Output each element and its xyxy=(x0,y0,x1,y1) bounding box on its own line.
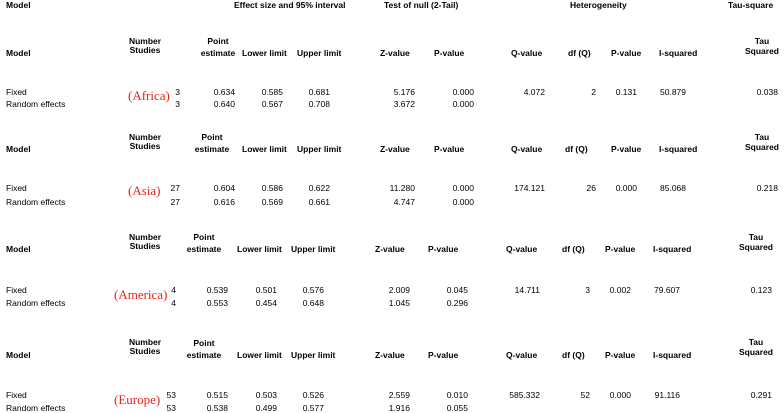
col-upper: Upper limit xyxy=(291,350,336,360)
cell-n: 4 xyxy=(171,298,176,308)
cell-ul: 0.577 xyxy=(302,403,324,413)
col-point: Point xyxy=(207,36,229,46)
cell-n: 3 xyxy=(175,87,180,97)
region-label: (America) xyxy=(114,287,168,302)
col-z: Z-value xyxy=(375,350,405,360)
col-upper: Upper limit xyxy=(297,144,342,154)
col-model: Model xyxy=(6,244,31,254)
col-squared: Squared xyxy=(744,142,779,152)
col-point: Point xyxy=(201,132,223,142)
col-p: P-value xyxy=(428,350,459,360)
cell-hp: 0.000 xyxy=(609,390,631,400)
col-tau: Tau xyxy=(748,337,764,347)
cell-tau: 0.038 xyxy=(756,87,778,97)
col-q: Q-value xyxy=(511,48,543,58)
col-number: Number xyxy=(128,132,162,142)
cell-pe: 0.538 xyxy=(206,403,228,413)
cell-df: 3 xyxy=(585,285,590,295)
cell-z: 2.009 xyxy=(388,285,410,295)
cell-pe: 0.539 xyxy=(206,285,228,295)
cell-p: 0.000 xyxy=(452,99,474,109)
cell-pe: 0.553 xyxy=(206,298,228,308)
col-tau: Tau xyxy=(748,232,764,242)
cell-i2: 91.116 xyxy=(654,390,680,400)
cell-ul: 0.661 xyxy=(308,197,330,207)
cell-ll: 0.503 xyxy=(255,390,277,400)
col-estimate: estimate xyxy=(194,144,230,154)
cell-z: 3.672 xyxy=(393,99,415,109)
cell-tau: 0.123 xyxy=(750,285,772,295)
col-estimate: estimate xyxy=(186,244,222,254)
cell-pe: 0.634 xyxy=(213,87,235,97)
col-i2: I-squared xyxy=(653,244,692,254)
cell-i2: 50.879 xyxy=(660,87,686,97)
cell-ul: 0.576 xyxy=(302,285,324,295)
top-header-tau: Tau-square xyxy=(728,0,774,10)
col-lower: Lower limit xyxy=(237,350,282,360)
cell-df: 52 xyxy=(580,390,590,400)
col-p: P-value xyxy=(434,144,465,154)
cell-p: 0.055 xyxy=(446,403,468,413)
col-hp: P-value xyxy=(611,144,642,154)
col-model: Model xyxy=(6,144,31,154)
cell-pe: 0.515 xyxy=(206,390,228,400)
col-squared: Squared xyxy=(744,46,779,56)
cell-ll: 0.499 xyxy=(255,403,277,413)
col-q: Q-value xyxy=(511,144,543,154)
cell-q: 4.072 xyxy=(523,87,545,97)
cell-df: 26 xyxy=(586,183,596,193)
col-lower: Lower limit xyxy=(237,244,282,254)
row-label: Fixed xyxy=(6,285,27,295)
col-df: df (Q) xyxy=(562,244,585,254)
row-label: Random effects xyxy=(6,197,66,207)
col-estimate: estimate xyxy=(200,48,236,58)
col-i2: I-squared xyxy=(653,350,692,360)
col-point: Point xyxy=(193,232,215,242)
cell-n: 27 xyxy=(170,183,180,193)
cell-q: 585.332 xyxy=(509,390,540,400)
row-label: Random effects xyxy=(6,99,66,109)
row-label: Fixed xyxy=(6,87,27,97)
col-hp: P-value xyxy=(611,48,642,58)
col-p: P-value xyxy=(434,48,465,58)
col-df: df (Q) xyxy=(565,144,588,154)
row-label: Random effects xyxy=(6,298,66,308)
cell-hp: 0.131 xyxy=(615,87,637,97)
cell-ll: 0.567 xyxy=(261,99,283,109)
col-tau: Tau xyxy=(754,132,770,142)
col-squared: Squared xyxy=(738,242,773,252)
cell-z: 11.280 xyxy=(389,183,415,193)
col-df: df (Q) xyxy=(562,350,585,360)
col-model: Model xyxy=(6,48,31,58)
col-estimate: estimate xyxy=(186,350,222,360)
region-label: (Africa) xyxy=(128,88,170,103)
col-point: Point xyxy=(193,338,215,348)
cell-ul: 0.622 xyxy=(308,183,330,193)
cell-pe: 0.604 xyxy=(213,183,235,193)
cell-ul: 0.708 xyxy=(308,99,330,109)
col-i2: I-squared xyxy=(659,48,698,58)
col-q: Q-value xyxy=(506,244,538,254)
row-label: Fixed xyxy=(6,390,27,400)
top-header-model: Model xyxy=(6,0,31,10)
col-number: Number xyxy=(128,232,162,242)
cell-n: 4 xyxy=(171,285,176,295)
col-q: Q-value xyxy=(506,350,538,360)
col-p: P-value xyxy=(428,244,459,254)
col-number: Number xyxy=(128,337,162,347)
cell-pe: 0.616 xyxy=(213,197,235,207)
cell-p: 0.010 xyxy=(446,390,468,400)
top-header-effect: Effect size and 95% interval xyxy=(234,0,346,10)
cell-n: 53 xyxy=(166,403,176,413)
col-tau: Tau xyxy=(754,36,770,46)
cell-ul: 0.526 xyxy=(302,390,324,400)
col-i2: I-squared xyxy=(659,144,698,154)
col-model: Model xyxy=(6,350,31,360)
cell-i2: 85.068 xyxy=(660,183,686,193)
row-label: Fixed xyxy=(6,183,27,193)
cell-tau: 0.291 xyxy=(750,390,772,400)
cell-z: 1.045 xyxy=(388,298,410,308)
cell-p: 0.000 xyxy=(452,87,474,97)
col-lower: Lower limit xyxy=(242,48,287,58)
col-studies: Studies xyxy=(129,346,161,356)
col-studies: Studies xyxy=(129,45,161,55)
cell-hp: 0.000 xyxy=(615,183,637,193)
col-upper: Upper limit xyxy=(291,244,336,254)
cell-q: 174.121 xyxy=(514,183,545,193)
col-upper: Upper limit xyxy=(297,48,342,58)
col-studies: Studies xyxy=(129,241,161,251)
col-squared: Squared xyxy=(738,347,773,357)
col-hp: P-value xyxy=(605,244,636,254)
cell-ul: 0.648 xyxy=(302,298,324,308)
top-header-heterogeneity: Heterogeneity xyxy=(570,0,627,10)
cell-ll: 0.585 xyxy=(261,87,283,97)
cell-ll: 0.454 xyxy=(255,298,277,308)
cell-z: 1.916 xyxy=(388,403,410,413)
col-number: Number xyxy=(128,36,162,46)
col-lower: Lower limit xyxy=(242,144,287,154)
cell-n: 27 xyxy=(170,197,180,207)
cell-z: 5.176 xyxy=(393,87,415,97)
region-label: (Asia) xyxy=(128,183,161,198)
cell-df: 2 xyxy=(591,87,596,97)
cell-ll: 0.569 xyxy=(261,197,283,207)
cell-p: 0.296 xyxy=(446,298,468,308)
top-header-test: Test of null (2-Tail) xyxy=(384,0,459,10)
col-z: Z-value xyxy=(380,48,410,58)
cell-ul: 0.681 xyxy=(308,87,330,97)
cell-ll: 0.501 xyxy=(255,285,277,295)
col-df: df (Q) xyxy=(568,48,591,58)
cell-n: 53 xyxy=(166,390,176,400)
cell-p: 0.000 xyxy=(452,197,474,207)
cell-pe: 0.640 xyxy=(213,99,235,109)
col-studies: Studies xyxy=(129,141,161,151)
col-z: Z-value xyxy=(375,244,405,254)
cell-q: 14.711 xyxy=(514,285,540,295)
row-label: Random effects xyxy=(6,403,66,413)
cell-i2: 79.607 xyxy=(654,285,680,295)
cell-p: 0.045 xyxy=(446,285,468,295)
cell-p: 0.000 xyxy=(452,183,474,193)
cell-z: 4.747 xyxy=(393,197,415,207)
cell-z: 2.559 xyxy=(388,390,410,400)
col-hp: P-value xyxy=(605,350,636,360)
cell-hp: 0.002 xyxy=(609,285,631,295)
cell-n: 3 xyxy=(175,99,180,109)
cell-ll: 0.586 xyxy=(261,183,283,193)
col-z: Z-value xyxy=(380,144,410,154)
region-label: (Europe) xyxy=(114,392,161,407)
cell-tau: 0.218 xyxy=(756,183,778,193)
